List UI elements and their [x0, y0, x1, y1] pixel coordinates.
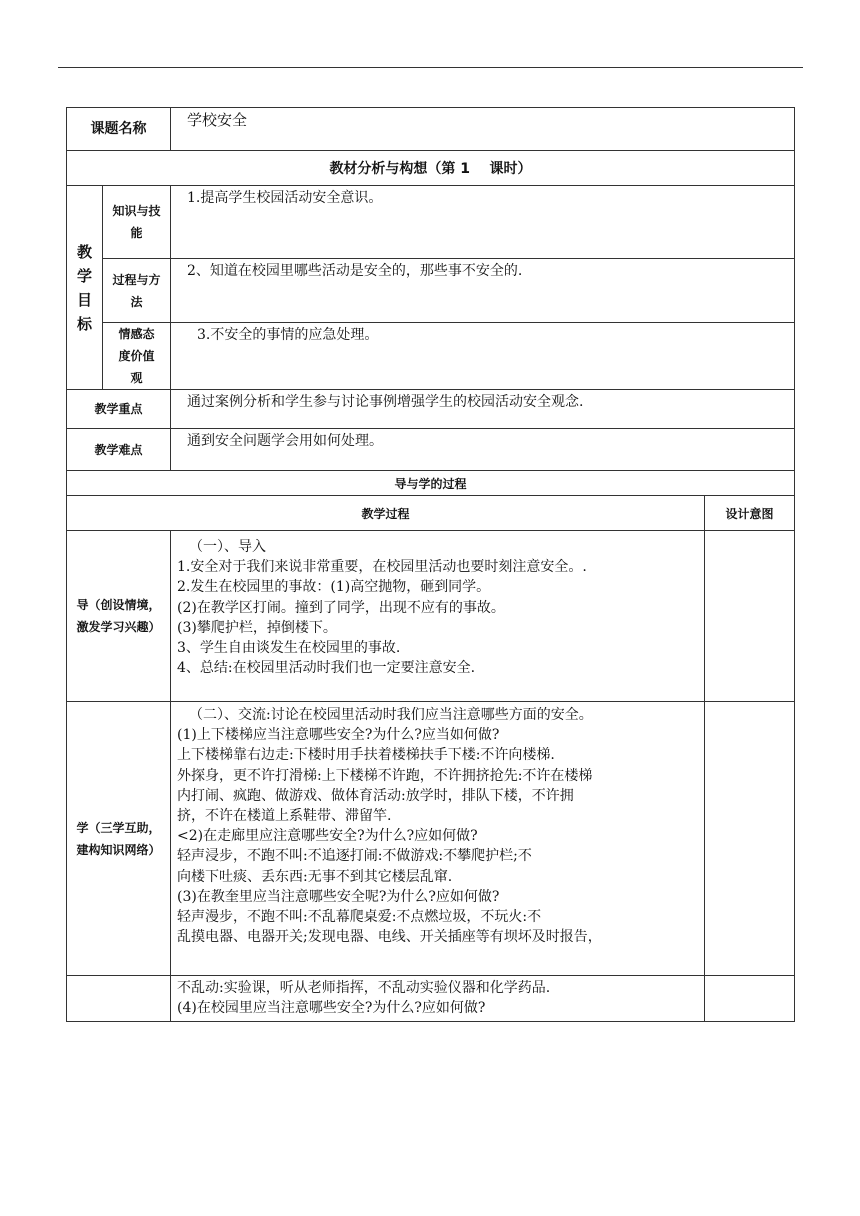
row-key-point [67, 390, 795, 429]
objectives-label-char: 标 [76, 314, 92, 333]
objective-knowledge-label: 知识与技能 [103, 186, 171, 259]
process-line: (4)在校园里应当注意哪些安全?为什么?应如何做? [177, 1000, 486, 1017]
difficulty-label: 教学难点 [67, 429, 171, 471]
stage-intro-label: 导（创设情境，激发学习兴趣） [67, 531, 171, 702]
row-stage-intro [67, 531, 795, 702]
objectives-label-char: 学 [76, 266, 92, 285]
stage-intro-content [171, 531, 705, 702]
process-line: <2)在走廊里应注意哪些安全?为什么?应如何做? [177, 828, 478, 845]
row-objective-attitude [67, 323, 795, 390]
row-objective-knowledge [67, 186, 795, 259]
header-rule [58, 67, 803, 68]
process-line: 2.发生在校园里的事故：(1)高空抛物，砸到同学。 [177, 579, 491, 596]
lesson-name-value: 学校安全 [171, 108, 795, 151]
process-line: 外探身，更不许打滑梯:上下楼梯不许跑，不许拥挤抢先:不许在楼梯 [177, 767, 593, 784]
stage-continued-label [67, 976, 171, 1022]
objective-process-label: 过程与方法 [103, 259, 171, 323]
intent-header: 设计意图 [705, 496, 795, 531]
process-line: (3)攀爬护栏，掉倒楼下。 [177, 619, 337, 636]
row-analysis-title [67, 151, 795, 186]
analysis-title: 教材分析与构想（第 1 课时） [67, 151, 795, 186]
row-stage-continued [67, 976, 795, 1022]
process-line: (2)在教学区打闹。撞到了同学，出现不应有的事故。 [177, 599, 505, 616]
key-point-label: 教学重点 [67, 390, 171, 429]
key-point-text: 通过案例分析和学生参与讨论事例增强学生的校园活动安全观念. [171, 390, 795, 429]
stage-learn-content [171, 702, 705, 976]
stage-continued-intent [705, 976, 795, 1022]
stage-learn-label: 学（三学互助，建构知识网络） [67, 702, 171, 976]
process-line: 乱摸电器、电器开关;发现电器、电线、开关插座等有坝坏及时报告， [177, 929, 602, 946]
objective-attitude-label: 情感态度价值观 [103, 323, 171, 390]
process-line: 不乱动:实验课，听从老师指挥，不乱动实验仪器和化学药品. [177, 980, 551, 996]
process-line: 轻声浸步，不跑不叫:不追逐打闹:不做游戏:不攀爬护栏;不 [177, 848, 532, 865]
process-line: 1.安全对于我们来说非常重要，在校园里活动也要时刻注意安全。. [177, 559, 587, 576]
row-difficulty [67, 429, 795, 471]
process-section-title: 导与学的过程 [67, 471, 795, 496]
row-process-section [67, 471, 795, 496]
lesson-plan-table [66, 107, 795, 1022]
process-line: 内打闹、疯跑、做游戏、做体育活动:放学时，排队下楼，不许拥 [177, 787, 574, 804]
process-line: （一）、导入 [189, 539, 266, 555]
objectives-label-char: 目 [76, 290, 92, 309]
row-lesson-name [67, 108, 795, 151]
stage-intro-intent [705, 531, 795, 702]
process-line: (1)上下楼梯应当注意哪些安全?为什么?应当如何做? [177, 727, 500, 744]
row-objective-process [67, 259, 795, 323]
process-line: 向楼下吐痰、丢东西:无事不到其它楼层乱窜. [177, 868, 453, 885]
stage-continued-content [171, 976, 705, 1022]
objective-attitude-text: 3.不安全的事情的应急处理。 [171, 323, 795, 390]
process-line: 轻声漫步，不跑不叫:不乱幕爬桌爱:不点燃垃圾，不玩火:不 [177, 909, 542, 926]
process-line: 4、总结:在校园里活动时我们也一定要注意安全. [177, 660, 476, 677]
stage-learn-intent [705, 702, 795, 976]
objective-knowledge-text: 1.提高学生校园活动安全意识。 [171, 186, 795, 259]
objective-process-text: 2、知道在校园里哪些活动是安全的，那些事不安全的. [171, 259, 795, 323]
difficulty-text: 通到安全问题学会用如何处理。 [171, 429, 795, 471]
process-line: 挤，不许在楼道上系鞋带、滞留竿. [177, 808, 392, 825]
objectives-label [67, 186, 103, 390]
process-line: 上下楼梯靠右边走:下楼时用手扶着楼梯扶手下楼:不许向楼梯. [177, 747, 555, 764]
process-line: (3)在教奎里应当注意哪些安全呢?为什么?应如何做? [177, 888, 500, 905]
process-header: 教学过程 [67, 496, 705, 531]
objectives-label-char: 教 [76, 242, 92, 261]
process-line: （二）、交流:讨论在校园里活动时我们应当注意哪些方面的安全。 [189, 707, 593, 723]
lesson-name-label: 课题名称 [67, 108, 171, 151]
row-process-header [67, 496, 795, 531]
process-line: 3、学生自由谈发生在校园里的事故. [177, 640, 401, 657]
row-stage-learn [67, 702, 795, 976]
